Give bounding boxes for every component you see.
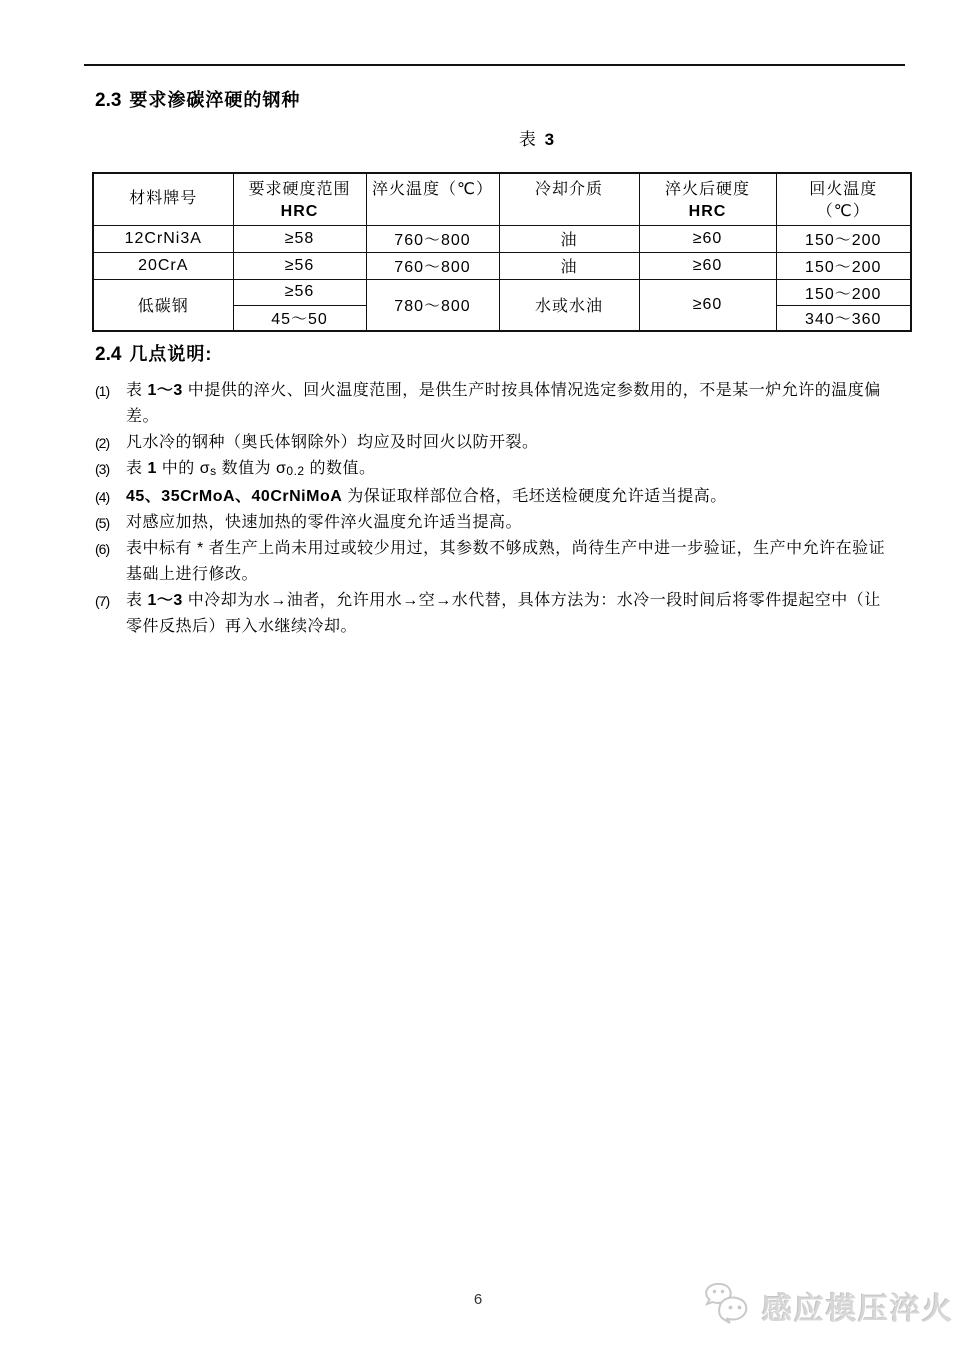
note-item [95, 536, 887, 588]
section-2-4-heading [95, 340, 212, 366]
col-header-cooling-medium: 冷却介质 [499, 173, 639, 225]
table-row [93, 279, 911, 305]
section-2-4-title: 几点说明: [129, 344, 213, 364]
cell-hardness-upper: ≥56 [233, 279, 366, 305]
col-header-quench-temp: 淬火温度（℃） [366, 173, 499, 225]
note-item [95, 456, 887, 484]
cell-temper-temp: 150～200 [776, 252, 911, 279]
note-item [95, 378, 887, 430]
note-marker: (1) [95, 383, 110, 399]
cell-hardness: ≥56 [233, 252, 366, 279]
col-header-required-hardness: 要求硬度范围 HRC [233, 173, 366, 225]
note-marker: (7) [95, 593, 110, 609]
note-marker: (3) [95, 461, 110, 477]
section-2-3-heading [95, 86, 300, 112]
cell-hardness-lower: 45～50 [233, 305, 366, 331]
note-marker: (6) [95, 541, 110, 557]
watermark-text: 感应模压淬火 [762, 1293, 954, 1326]
note-item [95, 484, 887, 510]
cell-quench-temp: 760～800 [366, 252, 499, 279]
cell-temper-temp-upper: 150～200 [776, 279, 911, 305]
table-3 [92, 172, 912, 332]
note-text: 表 1 中的 σs 数值为 σ0.2 的数值。 [126, 460, 376, 478]
cell-material: 20CrA [93, 252, 233, 279]
note-marker: (5) [95, 515, 110, 531]
note-item [95, 588, 887, 640]
watermark [702, 1281, 954, 1331]
cell-quench-temp: 760～800 [366, 225, 499, 252]
page-number: 6 [473, 1291, 483, 1308]
col-header-temper-temp: 回火温度 （℃） [776, 173, 911, 225]
cell-cooling-medium: 油 [499, 225, 639, 252]
table-caption [84, 125, 905, 150]
note-text: 凡水冷的钢种（奥氏体钢除外）均应及时回火以防开裂。 [126, 434, 539, 451]
note-text: 对感应加热，快速加热的零件淬火温度允许适当提高。 [126, 514, 523, 531]
notes-list [95, 378, 887, 640]
section-2-3-title: 要求渗碳淬硬的钢种 [129, 90, 301, 110]
cell-temper-temp: 150～200 [776, 225, 911, 252]
col-header-hardness-after: 淬火后硬度 HRC [639, 173, 776, 225]
col-header-material: 材料牌号 [93, 173, 233, 225]
note-text: 表 1～3 中提供的淬火、回火温度范围，是供生产时按具体情况选定参数用的，不是某一炉允许的温度偏差。 [126, 382, 881, 425]
header-divider [84, 64, 905, 66]
cell-hardness-after: ≥60 [639, 252, 776, 279]
cell-temper-temp-lower: 340～360 [776, 305, 911, 331]
section-2-4-number: 2.4 [95, 344, 122, 365]
note-item [95, 510, 887, 536]
cell-material: 低碳钢 [93, 279, 233, 331]
note-text: 表 1～3 中冷却为水→油者，允许用水→空→水代替，具体方法为：水冷一段时间后将零件提起空中（让零件反热后）再入水继续冷却。 [126, 592, 881, 635]
note-item [95, 430, 887, 456]
table-caption-label: 表 [518, 130, 538, 149]
note-text: 表中标有 * 者生产上尚未用过或较少用过，其参数不够成熟，尚待生产中进一步验证，生产中允许在验证基础上进行修改。 [126, 540, 886, 583]
note-marker: (2) [95, 435, 110, 451]
note-text: 45、35CrMoA、40CrNiMoA 为保证取样部位合格，毛坯送检硬度允许适当提高。 [126, 488, 727, 505]
wechat-icon [702, 1281, 758, 1331]
cell-hardness: ≥58 [233, 225, 366, 252]
cell-quench-temp: 780～800 [366, 279, 499, 331]
cell-hardness-after: ≥60 [639, 279, 776, 331]
table-row [93, 252, 911, 279]
cell-cooling-medium: 油 [499, 252, 639, 279]
cell-material: 12CrNi3A [93, 225, 233, 252]
cell-hardness-after: ≥60 [639, 225, 776, 252]
section-2-3-number: 2.3 [95, 90, 122, 111]
note-marker: (4) [95, 489, 110, 505]
table-caption-number: 3 [544, 130, 557, 149]
cell-cooling-medium: 水或水油 [499, 279, 639, 331]
table-row [93, 225, 911, 252]
